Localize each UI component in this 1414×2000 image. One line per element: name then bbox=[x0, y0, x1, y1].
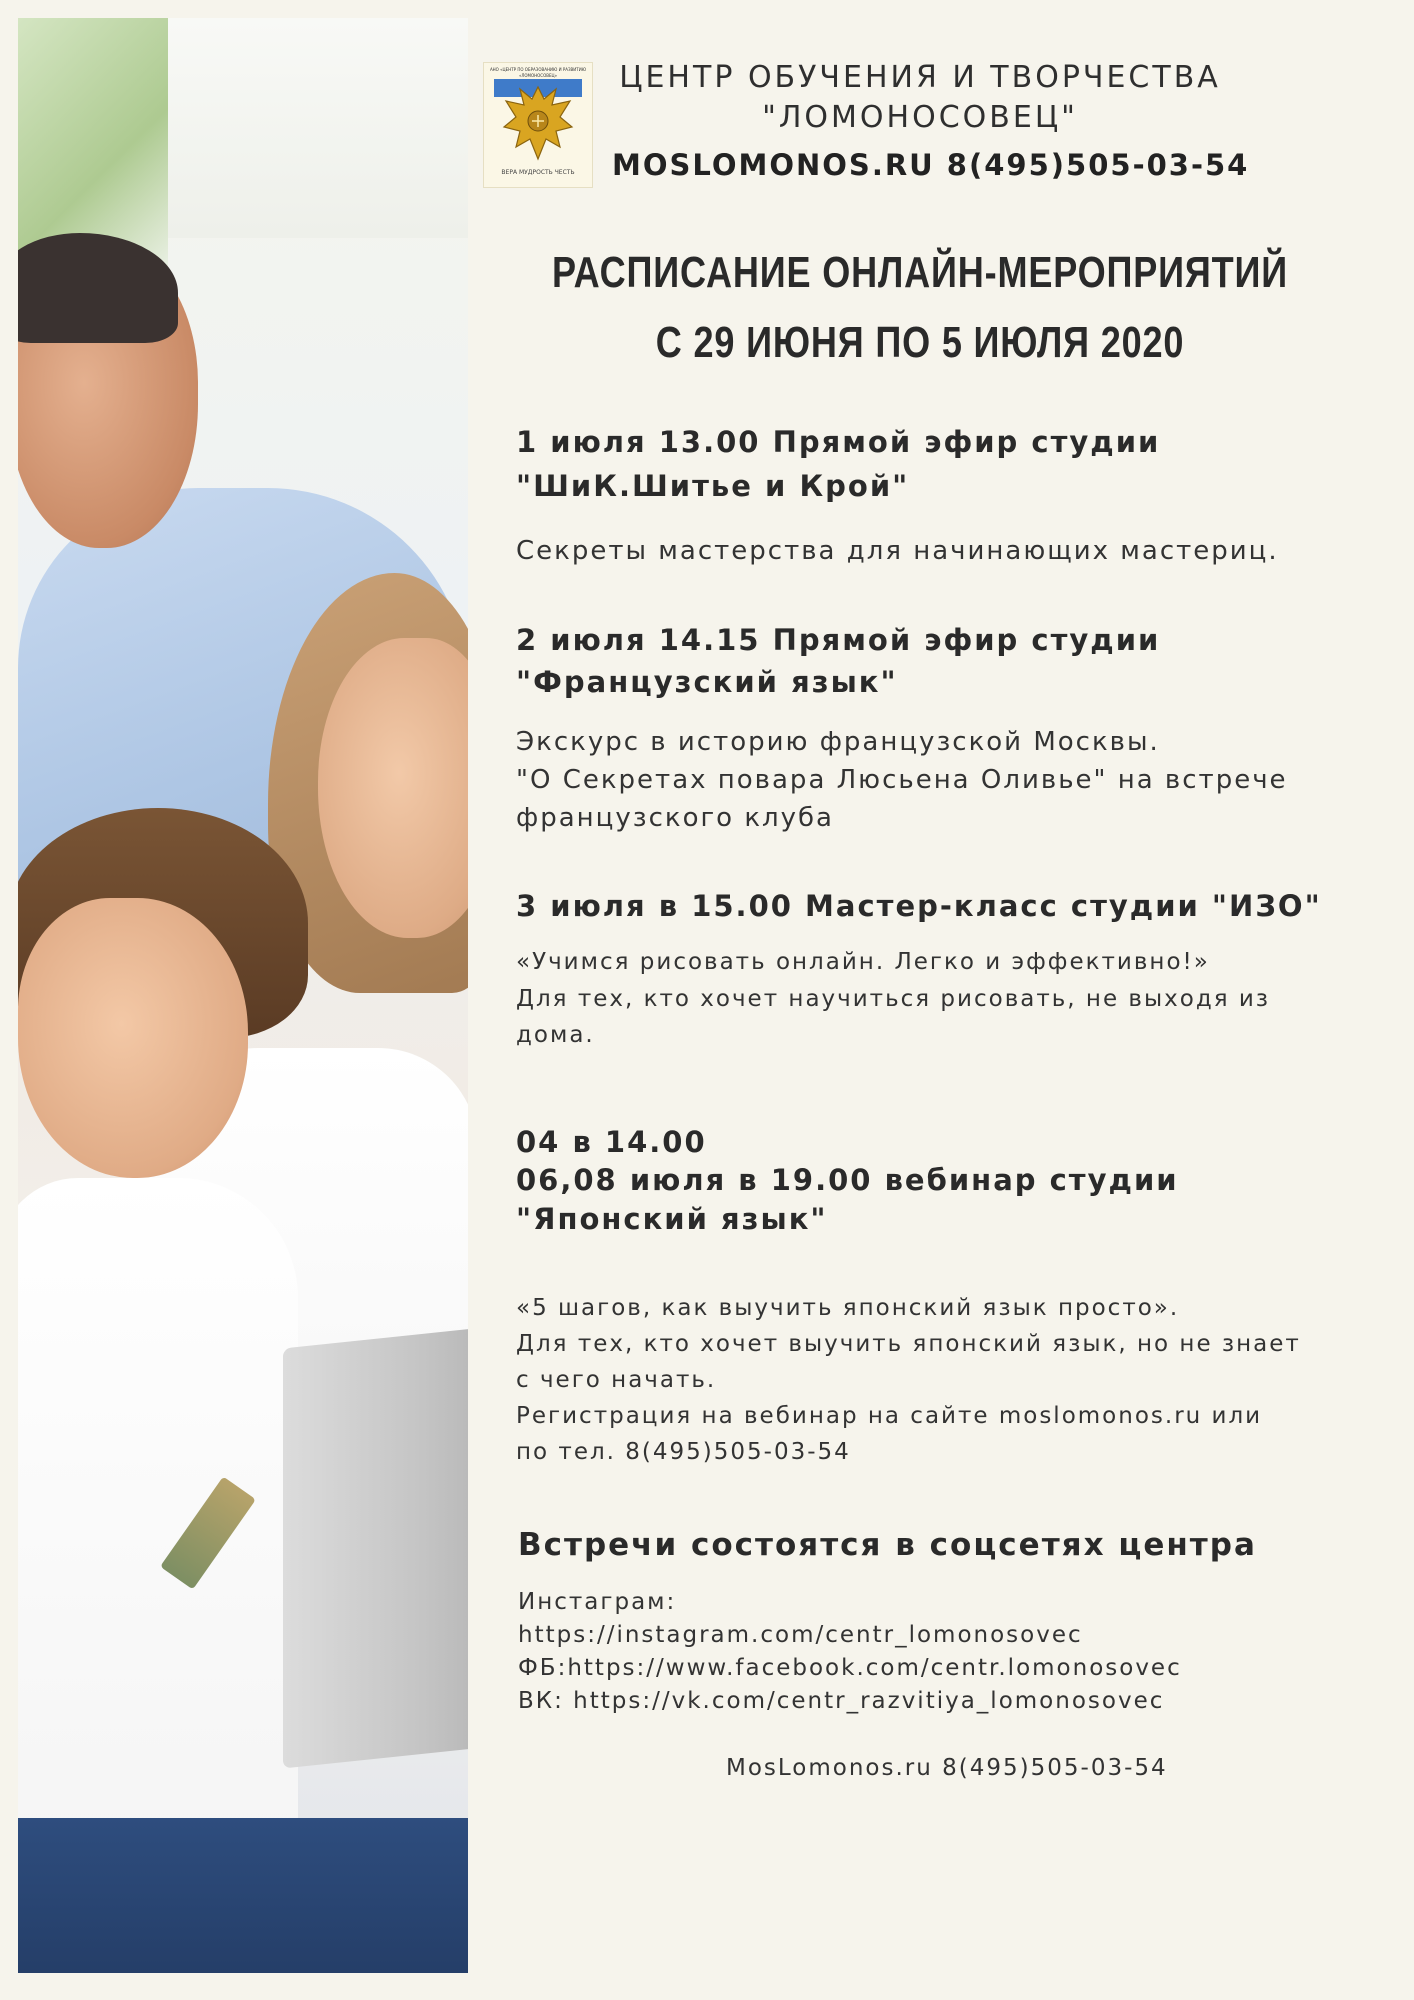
event-4-text-line2: Для тех, кто хочет выучить японский язык, но не знает bbox=[516, 1331, 1301, 1357]
social-facebook-link[interactable]: ФБ:https://www.facebook.com/centr.lomonosovec bbox=[518, 1655, 1182, 1681]
event-4-heading-line3: "Японский язык" bbox=[516, 1202, 828, 1236]
site-phone: MOSLOMONOS.RU 8(495)505-03-54 bbox=[612, 148, 1250, 182]
event-4-heading-line2: 06,08 июля в 19.00 вебинар студии bbox=[516, 1163, 1179, 1197]
event-4-text-line1: «5 шагов, как выучить японский язык просто». bbox=[516, 1295, 1180, 1321]
logo-caption: АНО «ЦЕНТР ПО ОБРАЗОВАНИЮ И РАЗВИТИЮ «ЛОМОНОСОВЕЦ» bbox=[489, 67, 587, 78]
laptop-image bbox=[283, 1327, 468, 1768]
event-3-text-line2: Для тех, кто хочет научиться рисовать, не выходя из bbox=[516, 986, 1271, 1012]
event-1-text-line1: Секреты мастерства для начинающих мастериц. bbox=[516, 536, 1279, 566]
event-4-text-line4: Регистрация на вебинар на сайте moslomonos.ru или bbox=[516, 1403, 1263, 1429]
event-2-text-line1: Экскурс в историю французской Москвы. bbox=[516, 727, 1160, 757]
event-1-heading-line2: "ШиК.Шитье и Крой" bbox=[516, 469, 910, 503]
social-instagram-label: Инстаграм: bbox=[518, 1589, 677, 1615]
event-2-heading-line2: "Французский язык" bbox=[516, 665, 898, 699]
logo-motto: ВЕРА МУДРОСТЬ ЧЕСТЬ bbox=[501, 169, 575, 176]
social-vk-link[interactable]: ВК: https://vk.com/centr_razvitiya_lomonosovec bbox=[518, 1688, 1165, 1714]
event-2-text-line3: французского клуба bbox=[516, 803, 834, 833]
family-photo bbox=[18, 18, 468, 1973]
event-4-text-line3: с чего начать. bbox=[516, 1367, 717, 1393]
event-2-text-line2: "О Секретах повара Люсьена Оливье" на встрече bbox=[516, 765, 1288, 795]
footer-site-phone: MosLomonos.ru 8(495)505-03-54 bbox=[726, 1755, 1168, 1781]
event-4-text-line5: по тел. 8(495)505-03-54 bbox=[516, 1439, 851, 1465]
org-name-line1: ЦЕНТР ОБУЧЕНИЯ И ТВОРЧЕСТВА bbox=[619, 60, 1221, 95]
event-4-heading-line1: 04 в 14.00 bbox=[516, 1125, 707, 1159]
page-title-line2: С 29 ИЮНЯ ПО 5 ИЮЛЯ 2020 bbox=[655, 318, 1185, 367]
event-3-heading-line1: 3 июля в 15.00 Мастер-класс студии "ИЗО" bbox=[516, 889, 1322, 923]
event-3-text-line1: «Учимся рисовать онлайн. Легко и эффективно!» bbox=[516, 949, 1210, 975]
event-2-heading-line1: 2 июля 14.15 Прямой эфир студии bbox=[516, 623, 1161, 657]
page-title-line1: РАСПИСАНИЕ ОНЛАЙН-МЕРОПРИЯТИЙ bbox=[551, 248, 1289, 297]
eagle-emblem-icon bbox=[498, 81, 578, 169]
event-1-heading-line1: 1 июля 13.00 Прямой эфир студии bbox=[516, 425, 1161, 459]
social-heading: Встречи состоятся в соцсетях центра bbox=[518, 1527, 1257, 1563]
event-3-text-line3: дома. bbox=[516, 1022, 595, 1048]
org-name-line2: "ЛОМОНОСОВЕЦ" bbox=[762, 100, 1078, 135]
logo bbox=[483, 62, 593, 188]
social-instagram-link[interactable]: https://instagram.com/centr_lomonosovec bbox=[518, 1622, 1083, 1648]
